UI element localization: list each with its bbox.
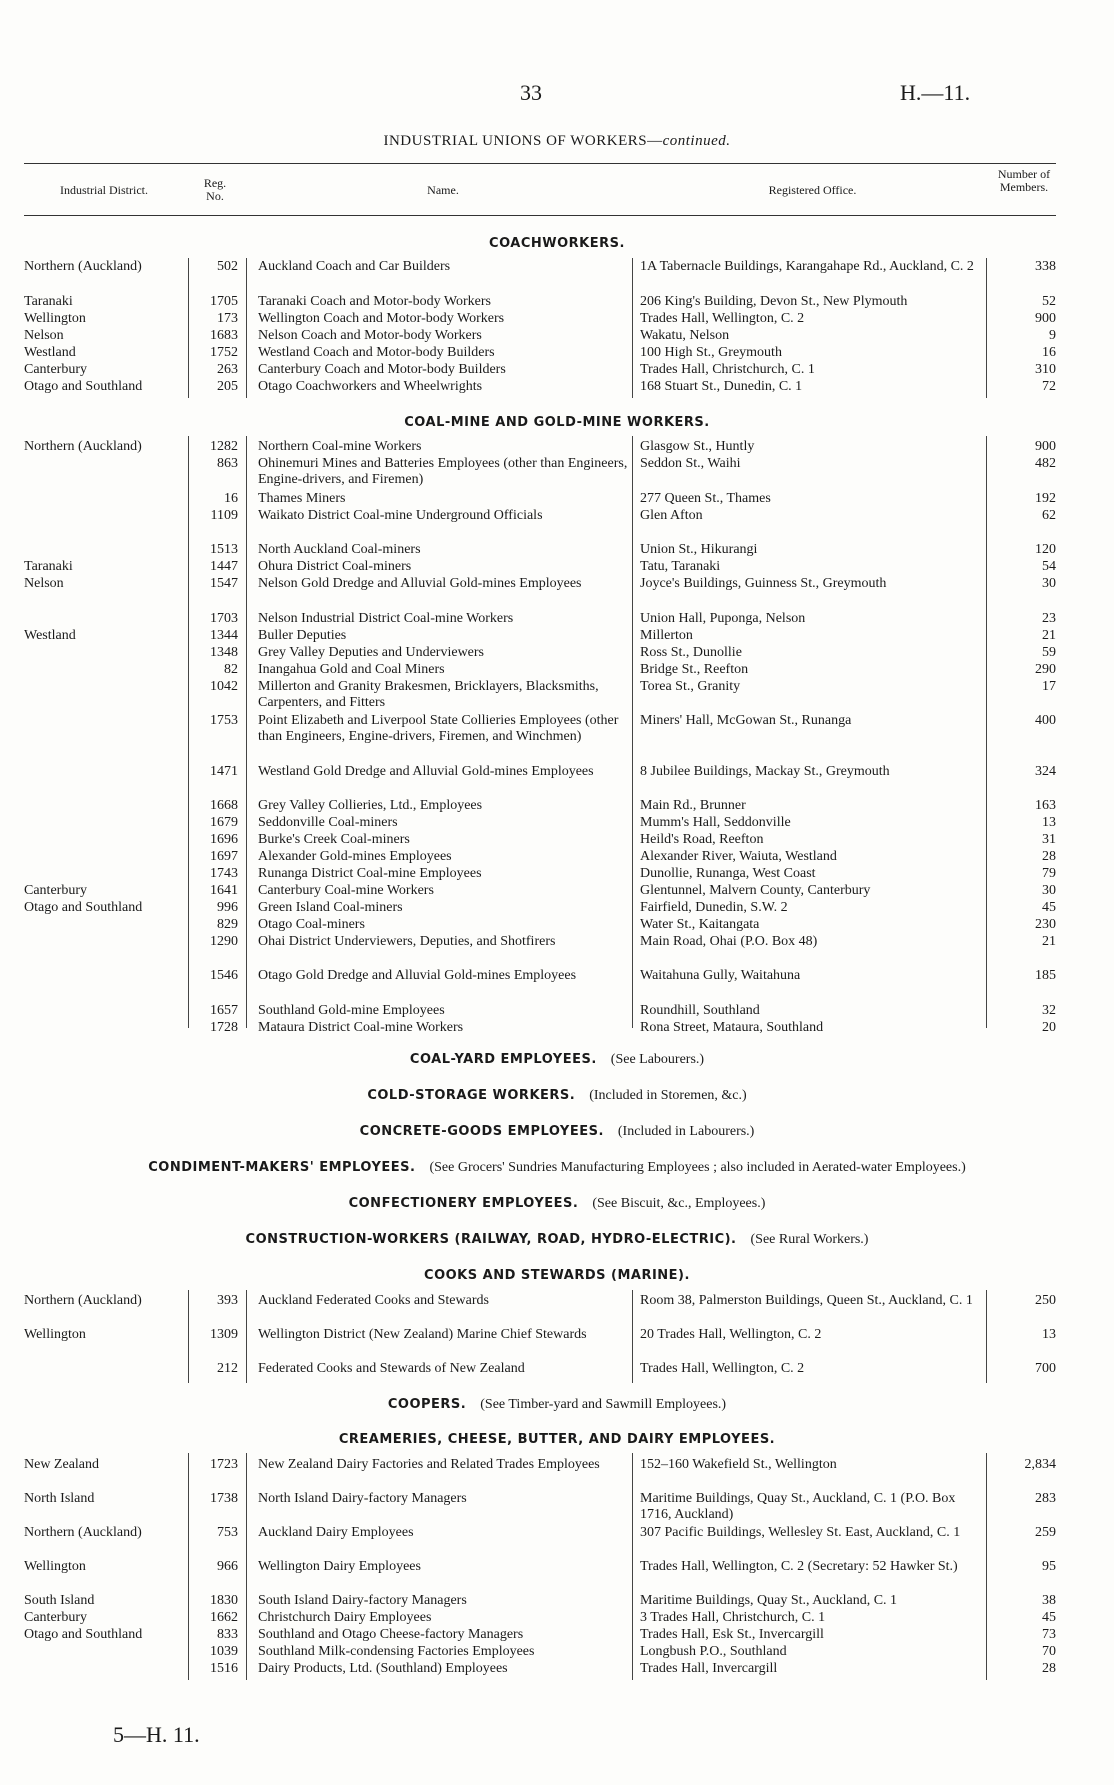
- union-name: New Zealand Dairy Factories and Related Trades Employees: [258, 1457, 600, 1472]
- district: New Zealand: [24, 1457, 100, 1472]
- members: 45: [1042, 900, 1056, 915]
- reg-no: 966: [217, 1559, 238, 1574]
- district: Nelson: [24, 328, 64, 343]
- members: 70: [1042, 1644, 1056, 1659]
- cross-reference-note: (See Rural Workers.): [750, 1232, 869, 1247]
- union-name: Alexander Gold-mines Employees: [258, 849, 452, 864]
- col-header-reg: Reg. No.: [203, 176, 227, 203]
- reg-no: 173: [217, 311, 238, 326]
- members: 28: [1042, 1661, 1056, 1676]
- cross-reference: [0, 1052, 1114, 1068]
- reg-no: 205: [217, 379, 238, 394]
- registered-office: Torea St., Granity: [640, 679, 741, 694]
- union-name: Westland Gold Dredge and Alluvial Gold-mines Employees: [258, 764, 594, 779]
- members: 192: [1035, 491, 1056, 506]
- union-name: Otago Gold Dredge and Alluvial Gold-mines Employees: [258, 968, 577, 983]
- union-name: Northern Coal-mine Workers: [258, 439, 422, 454]
- members: 900: [1035, 439, 1056, 454]
- registered-office: Joyce's Buildings, Guinness St., Greymouth: [640, 576, 887, 591]
- members: 700: [1035, 1361, 1056, 1376]
- reg-no: 1705: [210, 294, 238, 309]
- union-name: Grey Valley Collieries, Ltd., Employees: [258, 798, 483, 813]
- registered-office: Glentunnel, Malvern County, Canterbury: [640, 883, 871, 898]
- reg-no: 1471: [210, 764, 238, 779]
- union-name: Dairy Products, Ltd. (Southland) Employees: [258, 1661, 508, 1676]
- reg-no: 1738: [210, 1491, 238, 1506]
- cross-reference: [0, 1160, 1114, 1176]
- union-name: Christchurch Dairy Employees: [258, 1610, 432, 1625]
- reg-no: 393: [217, 1293, 238, 1308]
- cross-reference: [0, 1232, 1114, 1248]
- cross-reference-title: COLD-STORAGE WORKERS.: [367, 1088, 576, 1103]
- registered-office: 20 Trades Hall, Wellington, C. 2: [640, 1327, 822, 1342]
- column-rule: [246, 1290, 247, 1383]
- reg-no: 263: [217, 362, 238, 377]
- section-title-text: COAL-MINE AND GOLD-MINE WORKERS.: [404, 415, 710, 430]
- registered-office: Alexander River, Waiuta, Westland: [640, 849, 837, 864]
- cross-reference: [0, 1088, 1114, 1104]
- section-title: [0, 415, 1114, 430]
- reg-no: 1309: [210, 1327, 238, 1342]
- registered-office: 3 Trades Hall, Christchurch, C. 1: [640, 1610, 826, 1625]
- members: 250: [1035, 1293, 1056, 1308]
- union-name: Wellington Dairy Employees: [258, 1559, 421, 1574]
- cross-reference-title: COAL-YARD EMPLOYEES.: [409, 1052, 597, 1067]
- members: 73: [1042, 1627, 1056, 1642]
- col-header-name: Name.: [427, 183, 459, 197]
- members: 310: [1035, 362, 1056, 377]
- reg-no: 82: [224, 662, 238, 677]
- members: 38: [1042, 1593, 1056, 1608]
- reg-no: 1679: [210, 815, 238, 830]
- registered-office: Trades Hall, Wellington, C. 2 (Secretary: 52 Hawker St.): [640, 1559, 958, 1574]
- registered-office: Maritime Buildings, Quay St., Auckland, C. 1 (P.O. Box 1716, Auckland): [640, 1491, 956, 1522]
- district: Northern (Auckland): [24, 1293, 142, 1308]
- members: 95: [1042, 1559, 1056, 1574]
- reg-no: 1109: [210, 508, 238, 523]
- district: Westland: [24, 628, 76, 643]
- section-title: [0, 1432, 1114, 1447]
- union-name: Burke's Creek Coal-miners: [258, 832, 410, 847]
- registered-office: 8 Jubilee Buildings, Mackay St., Greymouth: [640, 764, 890, 779]
- union-name: Seddonville Coal-miners: [258, 815, 398, 830]
- members: 52: [1042, 294, 1056, 309]
- reg-no: 1752: [210, 345, 238, 360]
- document-reference: H.—11.: [900, 80, 971, 105]
- section-title: [0, 236, 1114, 251]
- registered-office: Wakatu, Nelson: [640, 328, 730, 343]
- union-name: Green Island Coal-miners: [258, 900, 403, 915]
- union-name: Auckland Coach and Car Builders: [258, 259, 451, 274]
- col-header-office: Registered Office.: [768, 183, 857, 197]
- union-name: Grey Valley Deputies and Underviewers: [258, 645, 485, 660]
- registered-office: 168 Stuart St., Dunedin, C. 1: [640, 379, 803, 394]
- registered-office: 206 King's Building, Devon St., New Plymouth: [640, 294, 908, 309]
- union-name: Ohura District Coal-miners: [258, 559, 412, 574]
- union-name: Nelson Coach and Motor-body Workers: [258, 328, 482, 343]
- reg-no: 1668: [210, 798, 238, 813]
- union-name: Canterbury Coal-mine Workers: [258, 883, 434, 898]
- members: 16: [1042, 345, 1056, 360]
- members: 13: [1042, 815, 1056, 830]
- district: Taranaki: [24, 559, 73, 574]
- members: 9: [1049, 328, 1056, 343]
- page-number: 33: [520, 80, 542, 105]
- reg-no: 1703: [210, 611, 238, 626]
- district: Otago and Southland: [24, 1627, 143, 1642]
- column-rule: [188, 1453, 189, 1680]
- registered-office: Trades Hall, Wellington, C. 2: [640, 1361, 805, 1376]
- column-rule: [632, 1453, 633, 1680]
- registered-office: Union St., Hikurangi: [640, 542, 758, 557]
- cross-reference-note: (Included in Labourers.): [617, 1124, 755, 1139]
- union-name: Taranaki Coach and Motor-body Workers: [258, 294, 491, 309]
- district: Nelson: [24, 576, 64, 591]
- reg-no: 1662: [210, 1610, 238, 1625]
- column-rule: [246, 1453, 247, 1680]
- members: 20: [1042, 1020, 1056, 1035]
- members: 900: [1035, 311, 1056, 326]
- registered-office: Ross St., Dunollie: [640, 645, 742, 660]
- registered-office: Glen Afton: [640, 508, 703, 523]
- district: Northern (Auckland): [24, 1525, 142, 1540]
- union-name: Inangahua Gold and Coal Miners: [258, 662, 445, 677]
- members: 45: [1042, 1610, 1056, 1625]
- reg-no: 833: [217, 1627, 238, 1642]
- section-title-text: COACHWORKERS.: [489, 236, 625, 251]
- registered-office: Main Road, Ohai (P.O. Box 48): [640, 934, 818, 949]
- cross-reference: [0, 1124, 1114, 1140]
- reg-no: 863: [217, 456, 238, 471]
- registered-office: Water St., Kaitangata: [640, 917, 760, 932]
- reg-no: 1641: [210, 883, 238, 898]
- column-rule: [986, 258, 987, 398]
- reg-no: 1042: [210, 679, 238, 694]
- members: 79: [1042, 866, 1056, 881]
- cross-reference-title: CONSTRUCTION-WORKERS (RAILWAY, ROAD, HYDRO-ELECTRIC).: [245, 1232, 737, 1247]
- registered-office: Main Rd., Brunner: [640, 798, 746, 813]
- members: 28: [1042, 849, 1056, 864]
- union-name: Waikato District Coal-mine Underground Officials: [258, 508, 543, 523]
- union-name: Mataura District Coal-mine Workers: [258, 1020, 464, 1035]
- members: 13: [1042, 1327, 1056, 1342]
- members: 21: [1042, 628, 1056, 643]
- column-rule: [188, 436, 189, 1028]
- union-name: Federated Cooks and Stewards of New Zealand: [258, 1361, 525, 1376]
- district: Northern (Auckland): [24, 439, 142, 454]
- district: Wellington: [24, 1327, 86, 1342]
- union-name: Nelson Industrial District Coal-mine Workers: [258, 611, 514, 626]
- registered-office: Union Hall, Puponga, Nelson: [640, 611, 806, 626]
- union-name: Wellington District (New Zealand) Marine Chief Stewards: [258, 1327, 587, 1342]
- cross-reference-title: CONDIMENT-MAKERS' EMPLOYEES.: [148, 1160, 416, 1175]
- registered-office: Room 38, Palmerston Buildings, Queen St., Auckland, C. 1: [640, 1293, 973, 1308]
- reg-no: 16: [224, 491, 238, 506]
- reg-no: 1282: [210, 439, 238, 454]
- registered-office: Dunollie, Runanga, West Coast: [640, 866, 816, 881]
- cross-reference-note: (Included in Storemen, &c.): [589, 1088, 747, 1103]
- union-name: Southland and Otago Cheese-factory Managers: [258, 1627, 524, 1642]
- reg-no: 1546: [210, 968, 238, 983]
- reg-no: 1290: [210, 934, 238, 949]
- cross-reference: [0, 1397, 1114, 1413]
- reg-no: 1696: [210, 832, 238, 847]
- district: Otago and Southland: [24, 900, 143, 915]
- cross-reference-note: (See Grocers' Sundries Manufacturing Employees ; also included in Aerated-water Employees.): [429, 1160, 966, 1175]
- cross-reference: [0, 1196, 1114, 1212]
- reg-no: 829: [217, 917, 238, 932]
- members: 163: [1035, 798, 1056, 813]
- reg-no: 1683: [210, 328, 238, 343]
- registered-office: 1A Tabernacle Buildings, Karangahape Rd., Auckland, C. 2: [640, 259, 974, 274]
- members: 31: [1042, 832, 1056, 847]
- registered-office: Trades Hall, Christchurch, C. 1: [640, 362, 815, 377]
- reg-no: 1513: [210, 542, 238, 557]
- page-title: INDUSTRIAL UNIONS OF WORKERS—continued.: [383, 133, 731, 149]
- district: North Island: [24, 1491, 95, 1506]
- members: 290: [1035, 662, 1056, 677]
- col-header-district: Industrial District.: [60, 183, 148, 197]
- union-name: Buller Deputies: [258, 628, 347, 643]
- district: Wellington: [24, 1559, 86, 1574]
- union-name: Wellington Coach and Motor-body Workers: [258, 311, 505, 326]
- registered-office: Bridge St., Reefton: [640, 662, 749, 677]
- union-name: Otago Coal-miners: [258, 917, 365, 932]
- column-rule: [188, 1290, 189, 1383]
- page-footer: 5—H. 11.: [113, 1722, 200, 1747]
- col-header-members: Number of Members.: [997, 167, 1051, 194]
- reg-no: 1830: [210, 1593, 238, 1608]
- registered-office: Heild's Road, Reefton: [640, 832, 764, 847]
- cross-reference-title: COOPERS.: [387, 1397, 467, 1412]
- members: 21: [1042, 934, 1056, 949]
- district: Wellington: [24, 311, 86, 326]
- registered-office: Millerton: [640, 628, 693, 643]
- members: 72: [1042, 379, 1056, 394]
- section-title-text: COOKS AND STEWARDS (MARINE).: [424, 1268, 690, 1283]
- members: 283: [1035, 1491, 1056, 1506]
- members: 59: [1042, 645, 1056, 660]
- reg-no: 1039: [210, 1644, 238, 1659]
- registered-office: Trades Hall, Esk St., Invercargill: [640, 1627, 824, 1642]
- reg-no: 1547: [210, 576, 238, 591]
- registered-office: Roundhill, Southland: [640, 1003, 760, 1018]
- registered-office: Fairfield, Dunedin, S.W. 2: [640, 900, 788, 915]
- cross-reference-title: CONFECTIONERY EMPLOYEES.: [348, 1196, 579, 1211]
- district: Canterbury: [24, 362, 87, 377]
- members: 120: [1035, 542, 1056, 557]
- members: 32: [1042, 1003, 1056, 1018]
- reg-no: 1728: [210, 1020, 238, 1035]
- members: 62: [1042, 508, 1056, 523]
- registered-office: Longbush P.O., Southland: [640, 1644, 787, 1659]
- title-continued: continued.: [662, 133, 731, 149]
- registered-office: 307 Pacific Buildings, Wellesley St. East, Auckland, C. 1: [640, 1525, 961, 1540]
- registered-office: Seddon St., Waihi: [640, 456, 741, 471]
- column-rule: [986, 436, 987, 1028]
- union-name: Southland Milk-condensing Factories Employees: [258, 1644, 535, 1659]
- union-name: Auckland Dairy Employees: [258, 1525, 414, 1540]
- reg-no: 1447: [210, 559, 238, 574]
- members: 482: [1035, 456, 1056, 471]
- column-rule: [246, 258, 247, 398]
- section-title: [0, 1268, 1114, 1283]
- column-rule: [632, 258, 633, 398]
- reg-no: 996: [217, 900, 238, 915]
- union-name: Point Elizabeth and Liverpool State Collieries Employees (other than Engineers, Engine-drivers, Firemen, and Winchmen): [258, 713, 619, 744]
- district: Canterbury: [24, 1610, 87, 1625]
- members: 2,834: [1024, 1457, 1056, 1472]
- cross-reference-note: (See Biscuit, &c., Employees.): [592, 1196, 766, 1211]
- cross-reference-note: (See Timber-yard and Sawmill Employees.): [480, 1397, 727, 1412]
- union-name: Southland Gold-mine Employees: [258, 1003, 445, 1018]
- district: Otago and Southland: [24, 379, 143, 394]
- column-rule: [632, 436, 633, 1028]
- members: 400: [1035, 713, 1056, 728]
- reg-no: 502: [217, 259, 238, 274]
- district: Canterbury: [24, 883, 87, 898]
- column-rule: [632, 1290, 633, 1383]
- cross-reference-title: CONCRETE-GOODS EMPLOYEES.: [359, 1124, 604, 1139]
- union-name: North Auckland Coal-miners: [258, 542, 421, 557]
- union-name: Millerton and Granity Brakesmen, Bricklayers, Blacksmiths, Carpenters, and Fitters: [258, 679, 599, 710]
- members: 23: [1042, 611, 1056, 626]
- union-name: Runanga District Coal-mine Employees: [258, 866, 482, 881]
- members: 54: [1042, 559, 1056, 574]
- union-name: Ohai District Underviewers, Deputies, and Shotfirers: [258, 934, 556, 949]
- registered-office: Miners' Hall, McGowan St., Runanga: [640, 713, 852, 728]
- district: South Island: [24, 1593, 95, 1608]
- registered-office: Glasgow St., Huntly: [640, 439, 755, 454]
- members: 17: [1042, 679, 1056, 694]
- members: 259: [1035, 1525, 1056, 1540]
- reg-no: 1697: [210, 849, 238, 864]
- registered-office: 100 High St., Greymouth: [640, 345, 782, 360]
- column-rule: [188, 258, 189, 398]
- registered-office: 152–160 Wakefield St., Wellington: [640, 1457, 837, 1472]
- registered-office: 277 Queen St., Thames: [640, 491, 771, 506]
- members: 185: [1035, 968, 1056, 983]
- union-name: Nelson Gold Dredge and Alluvial Gold-mines Employees: [258, 576, 582, 591]
- reg-no: 1753: [210, 713, 238, 728]
- union-name: Ohinemuri Mines and Batteries Employees (other than Engineers, Engine-drivers, and Firemen): [258, 456, 628, 487]
- members: 324: [1035, 764, 1056, 779]
- table-top-rule: [24, 163, 1056, 164]
- column-rule: [246, 436, 247, 1028]
- union-name: Westland Coach and Motor-body Builders: [258, 345, 495, 360]
- reg-no: 1743: [210, 866, 238, 881]
- reg-no: 1348: [210, 645, 238, 660]
- union-name: Otago Coachworkers and Wheelwrights: [258, 379, 483, 394]
- district: Westland: [24, 345, 76, 360]
- members: 230: [1035, 917, 1056, 932]
- members: 338: [1035, 259, 1056, 274]
- registered-office: Tatu, Taranaki: [640, 559, 721, 574]
- registered-office: Mumm's Hall, Seddonville: [640, 815, 791, 830]
- members: 30: [1042, 883, 1056, 898]
- district: Northern (Auckland): [24, 259, 142, 274]
- reg-no: 1344: [210, 628, 238, 643]
- table-header-rule: [24, 215, 1056, 216]
- union-name: Thames Miners: [258, 491, 346, 506]
- reg-no: 1657: [210, 1003, 238, 1018]
- column-rule: [986, 1290, 987, 1383]
- members: 30: [1042, 576, 1056, 591]
- cross-reference-note: (See Labourers.): [610, 1052, 705, 1067]
- registered-office: Maritime Buildings, Quay St., Auckland, C. 1: [640, 1593, 898, 1608]
- reg-no: 1516: [210, 1661, 238, 1676]
- registered-office: Rona Street, Mataura, Southland: [640, 1020, 824, 1035]
- registered-office: Trades Hall, Invercargill: [640, 1661, 778, 1676]
- union-name: Canterbury Coach and Motor-body Builders: [258, 362, 506, 377]
- section-title-text: CREAMERIES, CHEESE, BUTTER, AND DAIRY EMPLOYEES.: [338, 1432, 776, 1447]
- registered-office: Waitahuna Gully, Waitahuna: [640, 968, 801, 983]
- union-name: Auckland Federated Cooks and Stewards: [258, 1293, 489, 1308]
- reg-no: 212: [217, 1361, 238, 1376]
- reg-no: 753: [217, 1525, 238, 1540]
- column-rule: [986, 1453, 987, 1680]
- union-name: South Island Dairy-factory Managers: [258, 1593, 467, 1608]
- district: Taranaki: [24, 294, 73, 309]
- registered-office: Trades Hall, Wellington, C. 2: [640, 311, 805, 326]
- union-name: North Island Dairy-factory Managers: [258, 1491, 467, 1506]
- reg-no: 1723: [210, 1457, 238, 1472]
